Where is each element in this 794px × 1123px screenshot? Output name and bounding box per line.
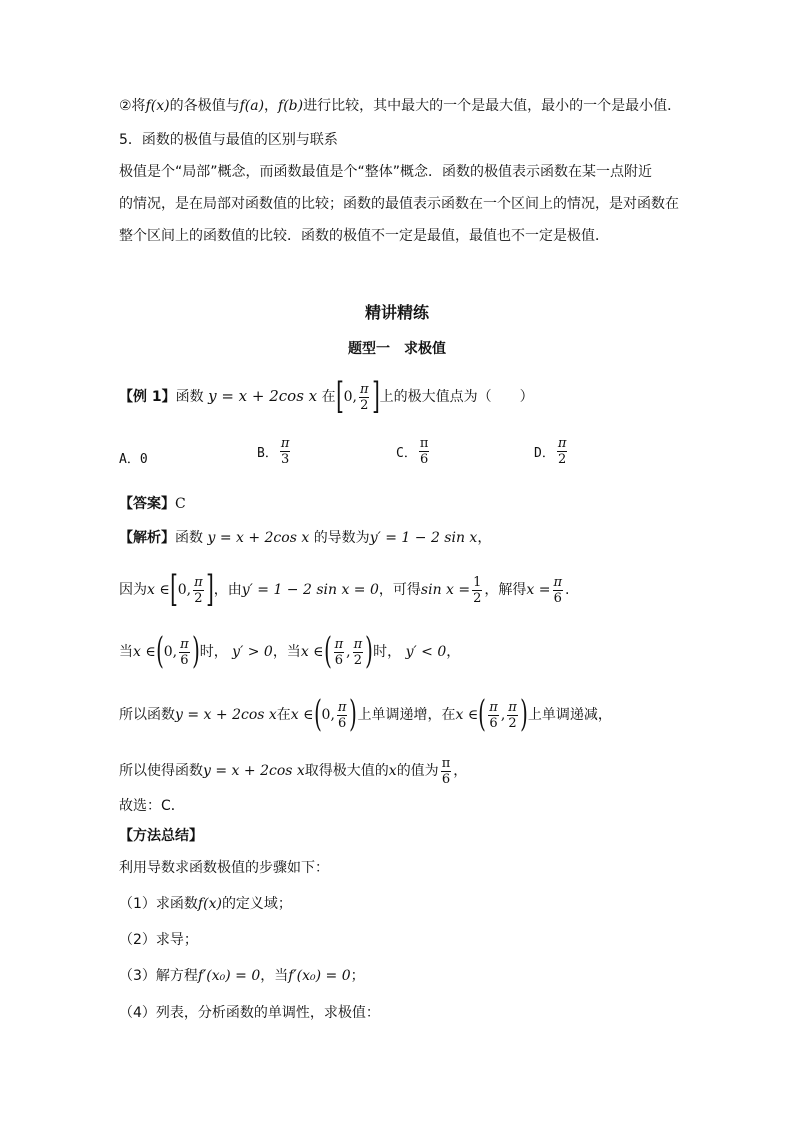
answer-line [119, 494, 186, 514]
analysis-line-4: 所以函数y = x + 2cos x在x ∈(0, $\frac{\pi}{6}$ )上单调递增，在x ∈( $\frac{\pi}{6}$ , $\frac{\pi}{2}$ )上单调递减， [119, 694, 612, 735]
example-text-suffix: 上的极大值点为（ ） [379, 389, 534, 405]
critical-equation: y′ = 1 − 2 sin x = 0 [241, 582, 379, 598]
section5-title: 5．函数的极值与最值的区别与联系 [119, 132, 338, 148]
answer-value: C [175, 496, 186, 512]
method-step-2: （2）求导； [119, 932, 198, 948]
intro-comma: ， [264, 98, 279, 114]
pi-over-2: $\frac{\pi}{2}$ [359, 381, 369, 413]
method-step-4: （4）列表，分析函数的单调性，求极值： [119, 1005, 380, 1021]
analysis-line-5: 所以使得函数y = x + 2cos x取得极大值的x的值为 $\frac{\pi}{6}$ ， [119, 755, 468, 787]
example-text-prefix: 函数 [175, 389, 204, 405]
analysis-line-2: 因为x ∈[0, $\frac{\pi}{2}$ ]，由y′ = 1 − 2 sin x = 0，可得sin x = $\frac{1}{2}$ ，解得x = $\frac{\pi}{6}$ . [119, 569, 570, 610]
interval-left: 0, [343, 389, 357, 405]
example-text-in: 在 [321, 389, 336, 405]
fa-expr: f(a) [239, 98, 265, 114]
method-intro: 利用导数求函数极值的步骤如下： [119, 860, 329, 876]
method-step-3: （3）解方程f′(x₀) = 0，当f′(x₀) = 0； [119, 968, 365, 984]
analysis-func: y = x + 2cos x [207, 530, 310, 546]
fx-expr: f(x) [145, 98, 170, 114]
answer-label: 【答案】 [119, 496, 175, 512]
main-heading: 精讲精练 [364, 303, 429, 322]
option-d: D． $\frac{\pi}{2}$ [534, 436, 567, 467]
intro-mid: 的各极值与 [169, 98, 240, 114]
option-c: C． $\frac{\pi}{6}$ [396, 436, 429, 467]
example-label: 【例 1】 [119, 389, 176, 405]
para-line-2: 的情况，是在局部对函数值的比较；函数的最值表示函数在一个区间上的情况，是对函数在 [119, 196, 679, 212]
analysis-line-1: 【解析】函数 y = x + 2cos x 的导数为y′ = 1 − 2 sin x， [119, 530, 492, 546]
sub-heading: 题型一 求极值 [348, 341, 446, 357]
intro-suffix: 进行比较，其中最大的一个是最大值，最小的一个是最小值． [303, 98, 682, 114]
analysis-label: 【解析】 [119, 530, 175, 546]
example-func: y = x + 2cos x [208, 387, 318, 405]
choice-line: 故选：C． [119, 798, 185, 814]
left-bracket: [ [335, 376, 344, 417]
derivative-expr: y′ = 1 − 2 sin x [369, 530, 478, 546]
method-label: 【方法总结】 [119, 828, 203, 844]
right-bracket: ] [371, 376, 380, 417]
option-a: A．0 [119, 452, 148, 467]
fb-expr: f(b) [278, 98, 304, 114]
intro-prefix: ②将 [119, 98, 146, 114]
analysis-line-3: 当x ∈(0, $\frac{\pi}{6}$ )时， y′ > 0，当x ∈( $\frac{\pi}{6}$ , $\frac{\pi}{2}$ )时， y′ < 0， [119, 631, 461, 672]
intro-line-1 [119, 96, 681, 116]
method-step-1: （1）求函数f(x)的定义域； [119, 896, 292, 912]
option-b: B． $\frac{\pi}{3}$ [257, 436, 290, 467]
para-line-3: 整个区间上的函数值的比较．函数的极值不一定是最值，最值也不一定是极值． [119, 228, 609, 244]
para-line-1: 极值是个“局部”概念，而函数最值是个“整体”概念．函数的极值表示函数在某一点附近 [119, 164, 653, 180]
example-question [119, 378, 534, 415]
